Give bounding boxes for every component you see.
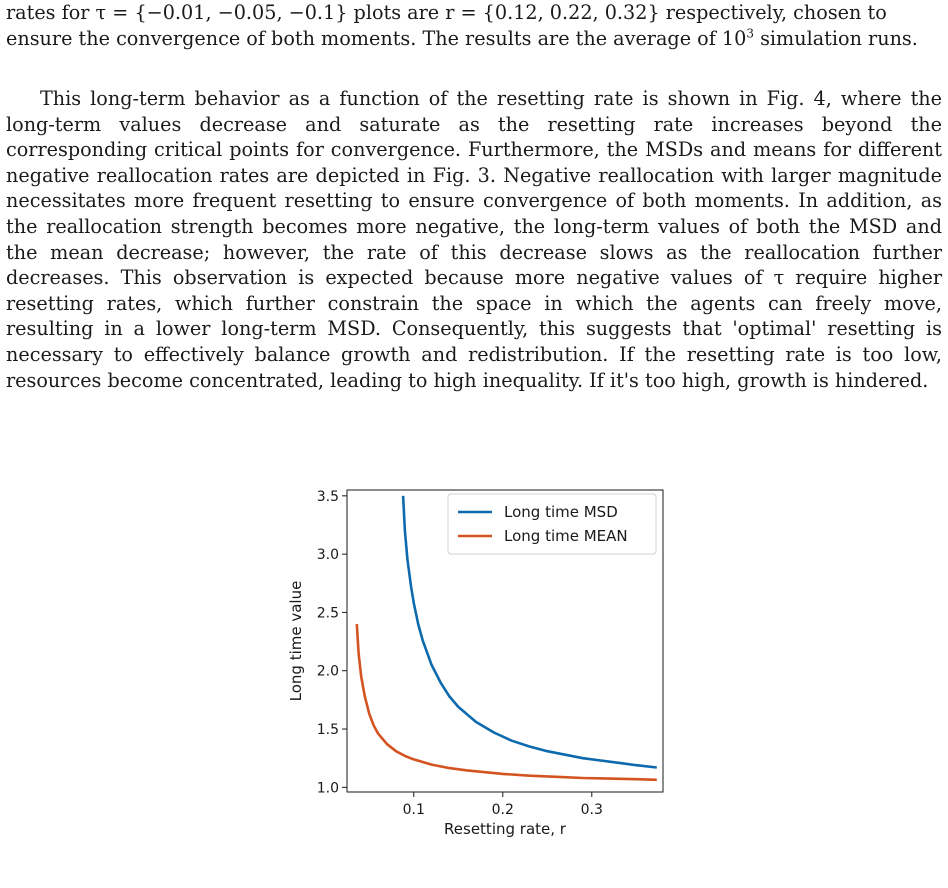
y-tick-label: 2.0 [316,663,339,680]
paragraph-body: This long-term behavior as a function of the resetting rate is shown in Fig. 4, where the long-term values decrease and saturate as the resetting rate increases beyond the corresponding critical points for convergence. Furthermore, the MSDs and means for different negative reallocation rates are depicted in Fig. 3. Negative reallocation with larger magnitude necessitates more frequent resetting to ensure convergence of both moments. In addition, as the reallocation strength becomes more negative, the long-term values of both the MSD and the mean decrease; however, the rate of this decrease slows as the reallocation further decreases. This observation is expected because more negative values of τ require higher resetting rates, which further constrain the space in which the agents can freely move, resulting in a lower long-term MSD. Consequently, this suggests that 'optimal' resetting is necessary to effectively balance growth and redistribution. If the resetting rate is too low, resources become concentrated, leading to high inequality. If it's too high, growth is hindered. [6,87,942,392]
x-tick-label: 0.3 [580,802,603,818]
x-tick-label: 0.2 [491,802,514,818]
legend-label: Long time MSD [504,503,618,521]
x-tick-label: 0.1 [402,802,425,818]
x-axis-label: Resetting rate, r [444,820,566,838]
chart-svg [0,480,948,884]
y-tick-label: 1.5 [316,722,339,739]
paragraph-top-line1: rates for τ = {−0.01, −0.05, −0.1} plots are r = {0.12, 0.22, 0.32} respectively, chosen to [6,1,887,24]
paragraph-top-superscript: 3 [746,26,754,41]
series-line-mean [357,624,657,780]
y-tick-label: 3.5 [316,488,339,505]
legend [448,494,656,554]
y-tick-label: 1.0 [316,780,339,797]
y-axis-ticks [317,489,347,797]
y-axis-label: Long time value [287,580,305,702]
x-axis-ticks [403,792,603,818]
figure-4 [0,480,948,884]
paragraph-top [6,0,942,51]
plot-area [317,489,663,818]
legend-label: Long time MEAN [504,527,628,545]
y-tick-label: 2.5 [316,605,339,622]
y-tick-label: 3.0 [316,547,339,564]
paragraph-top-line2-post: simulation runs. [753,26,918,50]
paragraph-top-line2-pre: ensure the convergence of both moments. The results are the average of 10 [6,26,747,50]
